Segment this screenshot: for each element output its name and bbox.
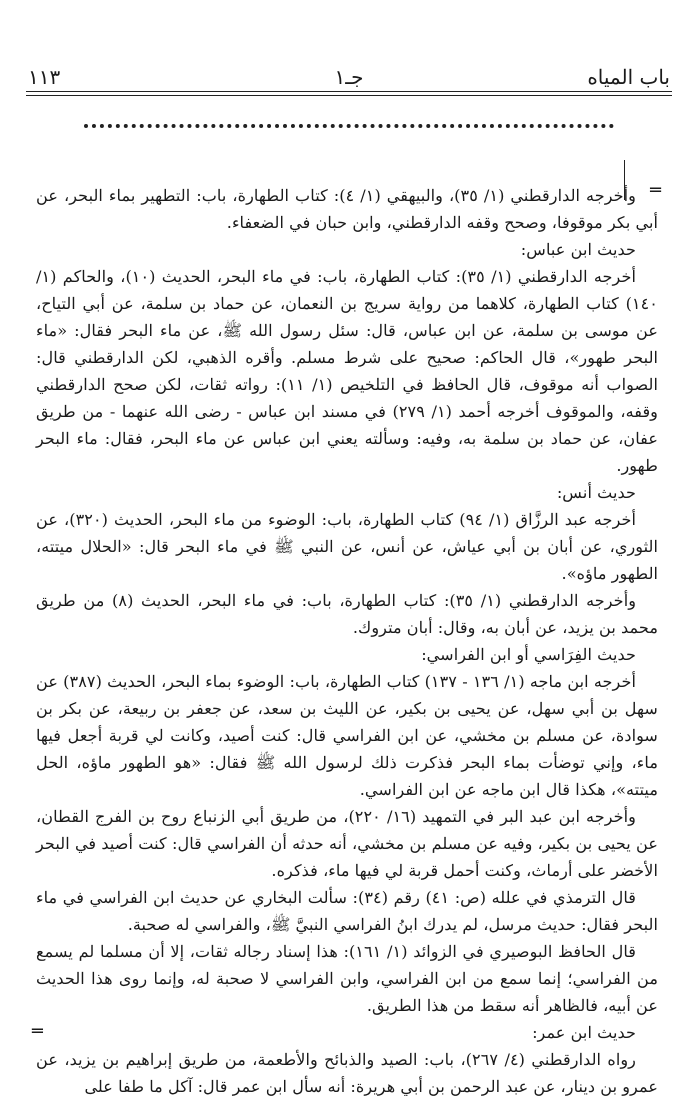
paragraph: وأخرجه الدارقطني (١/ ٣٥)، والبيهقي (١/ ٤): كتاب الطهارة، باب: التطهير بماء البحر، عن أبي بكر موقوفا، وصحح وقفه الدارقطني، وابن حبان في الضعفاء. [36, 186, 658, 232]
paragraph: أخرجه ابن ماجه (١/ ١٣٦ - ١٣٧) كتاب الطهارة، باب: الوضوء بماء البحر، الحديث (٣٨٧) عن سهل بن أبي سهل، عن يحيى بن بكير، عن الليث بن سعد، عن جعفر بن ربيعة، عن بكر بن سوادة، عن مسلم بن مخشي، عن ابن الفراسي قال: كنت أصيد، وكانت لي قربة أجعل فيها ماء، وإني توضأت بماء البحر فذكرت ذلك لرسول الله ﷺ فقال: «هو الطهور ماؤه، الحل ميتته»، هكذا قال ابن ماجه عن ابن الفراسي. [36, 672, 658, 799]
paragraph: أخرجه عبد الرزَّاق (١/ ٩٤) كتاب الطهارة، باب: الوضوء من ماء البحر، الحديث (٣٢٠)، عن الثوري، عن أبان بن أبي عياش، عن أنس، عن النبي ﷺ في ماء البحر قال: «الحلال ميتته، الطهور ماؤه». [36, 510, 658, 583]
paragraph: أخرجه الدارقطني (١/ ٣٥): كتاب الطهارة، باب: في ماء البحر، الحديث (١٠)، والحاكم (١/ ١٤٠) كتاب الطهارة، كلاهما من رواية سريج بن النعمان، عن حماد بن سلمة، عن أبي التياح، عن موسى بن سلمة، عن ابن عباس، قال: سئل رسول الله ﷺ، عن ماء البحر فقال: «ماء البحر طهور»، قال الحاكم: صحيح على شرط مسلم. وأقره الذهبي، لكن الدارقطني قال: الصواب أنه موقوف، قال الحافظ في التلخيص (١/ ١١): رواته ثقات، لكن صحح الدارقطني وقفه، والموقوف أخرجه أحمد (١/ ٢٧٩) في مسند ابن عباس - رضى الله عنهما - من طريق عفان، عن حماد بن سلمة به، وفيه: وسألته يعني ابن عباس عن ماء البحر، فقال: ماء البحر طهور. [36, 267, 658, 475]
header-rule-bottom [26, 95, 672, 96]
footnote-body [36, 182, 658, 1100]
chapter-title: باب المياه [587, 65, 670, 89]
section-heading: حديث ابن عباس: [520, 240, 636, 259]
paragraph: قال الحافظ البوصيري في الزوائد (١/ ١٦١): هذا إسناد رجاله ثقات، إلا أن مسلما لم يسمع من الفراسي؛ إنما سمع من ابن الفراسي، وابن الفراسي لا صحبة له، وإنما روى هذا الحديث عن أبيه، فالظاهر أنه سقط من هذا الطريق. [36, 942, 658, 1015]
section-heading: حديث الفِرَاسي أو ابن الفراسي: [421, 645, 636, 664]
volume-number: جـ١ [334, 65, 364, 89]
paragraph: وأخرجه الدارقطني (١/ ٣٥): كتاب الطهارة، باب: في ماء البحر، الحديث (٨) من طريق محمد بن يزيد، عن أبان به، وقال: أبان متروك. [36, 591, 658, 637]
dotted-separator [84, 124, 614, 128]
page-number: ١١٣ [28, 65, 61, 89]
footnote-continuation-mark-bottom-icon: ═ [32, 1021, 42, 1042]
footnote-continuation-mark-icon: ═ [650, 180, 660, 201]
page-header [28, 58, 670, 88]
paragraph: وأخرجه ابن عبد البر في التمهيد (١٦/ ٢٢٠)، من طريق أبي الزنباع روح بن الفرج القطان، عن يحيى بن بكير، وفيه عن مسلم بن مخشي، أنه حدثه أن الفراسي قال: كنت أصيد في البحر الأخضر على أرماث، وكنت أحمل قربة لي فيها ماء، فذكره. [36, 807, 658, 880]
section-heading: حديث أنس: [556, 483, 636, 502]
paragraph: قال الترمذي في علله (ص: ٤١) رقم (٣٤): سألت البخاري عن حديث ابن الفراسي في ماء البحر فقال: حديث مرسل، لم يدرك ابنُ الفراسي النبيَّ ﷺ، والفراسي له صحبة. [36, 888, 658, 934]
paragraph: رواه الدارقطني (٤/ ٢٦٧)، باب: الصيد والذبائح والأطعمة، من طريق إبراهيم بن يزيد، عن عمرو بن دينار، عن عبد الرحمن بن أبي هريرة: أنه سأل ابن عمر قال: آكل ما طفا على [36, 1050, 658, 1096]
header-rule-top [26, 91, 672, 92]
section-heading: حديث ابن عمر: [532, 1023, 636, 1042]
